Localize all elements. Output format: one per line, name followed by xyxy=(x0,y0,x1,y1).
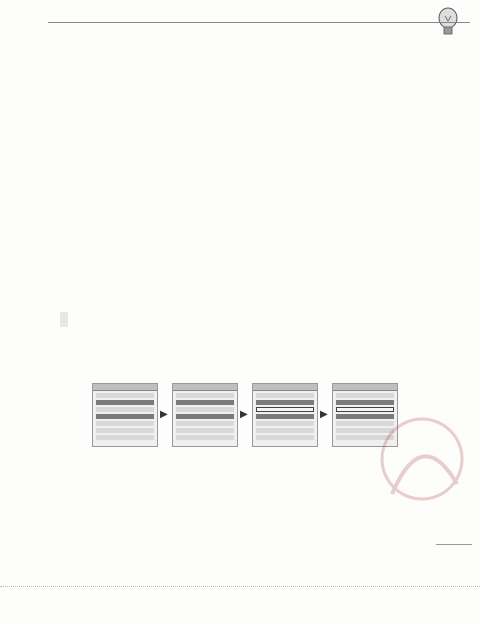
arrow-icon: ▶ xyxy=(160,409,168,420)
lightbulb-icon xyxy=(434,6,462,40)
figure-9-3 xyxy=(92,383,412,451)
arrow-icon: ▶ xyxy=(240,409,248,420)
page-number-rule xyxy=(436,544,472,545)
section-heading xyxy=(48,313,68,326)
decorative-stamp xyxy=(372,404,472,524)
running-header xyxy=(416,9,422,17)
figure-panel-3 xyxy=(252,383,318,447)
figure-panel-1 xyxy=(92,383,158,447)
section-title xyxy=(60,312,68,327)
header-rule xyxy=(48,22,470,23)
page-bottom-rule xyxy=(0,586,480,587)
arrow-icon: ▶ xyxy=(320,409,328,420)
figure-panel-2 xyxy=(172,383,238,447)
